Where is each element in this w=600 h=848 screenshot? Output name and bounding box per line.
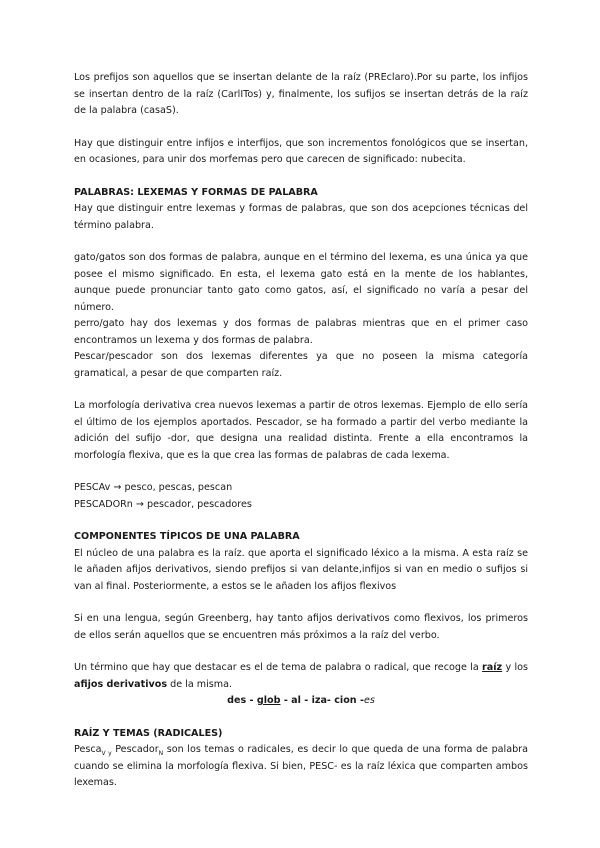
example-pescador: PESCADORn → pescador, pescadores	[74, 498, 252, 510]
heading-lexemes: PALABRAS: LEXEMAS Y FORMAS DE PALABRA	[74, 186, 318, 198]
segmented-word: des - glob - al - iza- cion -es	[227, 695, 375, 706]
paragraph-lexemes-intro: Hay que distinguir entre lexemas y formas de palabras, que son dos acepciones técnicas del término palabra.	[74, 203, 528, 231]
example-pesca: PESCAv → pesco, pescas, pescan	[74, 482, 233, 493]
heading-components: COMPONENTES TÍPICOS DE UNA PALABRA	[74, 531, 300, 542]
paragraph-themes: Pesca$_{V y}$ Pescador$_N$ son los temas o radicales, es decir lo que queda de una forma de palabra cuando se elimina la morfología flexiva. Si bien, PESC- es la raíz léxica que comparten ambos lexemas.	[74, 744, 528, 788]
emphasis-derivative-affixes: afijos derivativos	[74, 678, 168, 690]
paragraph-interfixes: Hay que distinguir entre infijos e interfijos, que son incrementos fonológicos que se insertan, en ocasiones, para unir dos morfemas pero que carecen de significado: nubecita.	[74, 137, 528, 165]
paragraph-greenberg: Si en una lengua, según Greenberg, hay tanto afijos derivativos como flexivos, los primeros de ellos serán aquellos que se encuentren más próximos a la raíz del verbo.	[74, 613, 528, 641]
emphasis-root: raíz	[482, 662, 503, 673]
heading-root-themes: RAÍZ Y TEMAS (RADICALES)	[74, 727, 223, 739]
word-inflection: es	[363, 695, 375, 706]
paragraph-theme: Un término que hay que destacar es el de tema de palabra o radical, que recoge la raíz y los afijos derivativos de la misma.	[74, 662, 528, 690]
paragraph-prefixes: Los prefijos son aquellos que se insertan delante de la raíz (PREclaro).Por su parte, los infijos se insertan dentro de la raíz (CarlITos) y, finalmente, los sufijos se insertan detrás de la raíz de la palabra (casaS).	[74, 72, 528, 116]
paragraph-pescar: Pescar/pescador son dos lexemas diferentes ya que no poseen la misma categoría gramatical, a pesar de que comparten raíz.	[74, 351, 528, 379]
paragraph-gato: gato/gatos son dos formas de palabra, aunque en el término del lexema, es una única ya que posee el mismo significado. En esta, el lexema gato está en la mente de los hablantes, aunque puede pronunciar tanto gato como gatos, así, el significado no varía a pesar del número.	[74, 252, 528, 313]
document-body	[74, 70, 528, 792]
paragraph-derivative-morphology: La morfología derivativa crea nuevos lexemas a partir de otros lexemas. Ejemplo de ello sería el último de los ejemplos aportados. Pescador, se ha formado a partir del verbo mediante la adición del sufijo -dor, que designa una realidad distinta. Frente a ella encontramos la morfología flexiva, que es la que crea las formas de palabras de cada lexema.	[74, 400, 528, 461]
paragraph-perro: perro/gato hay dos lexemas y dos formas de palabras mientras que en el primer caso encontramos un lexema y dos formas de palabra.	[74, 318, 528, 346]
word-root: glob	[256, 695, 281, 706]
paragraph-root: El núcleo de una palabra es la raíz. que aporta el significado léxico a la misma. A esta raíz se le añaden afijos derivativos, siendo prefijos si van delante,infijos si van en medio o sufijos si van al final. Posteriormente, a estos se le añaden los afijos flexivos	[74, 547, 528, 592]
